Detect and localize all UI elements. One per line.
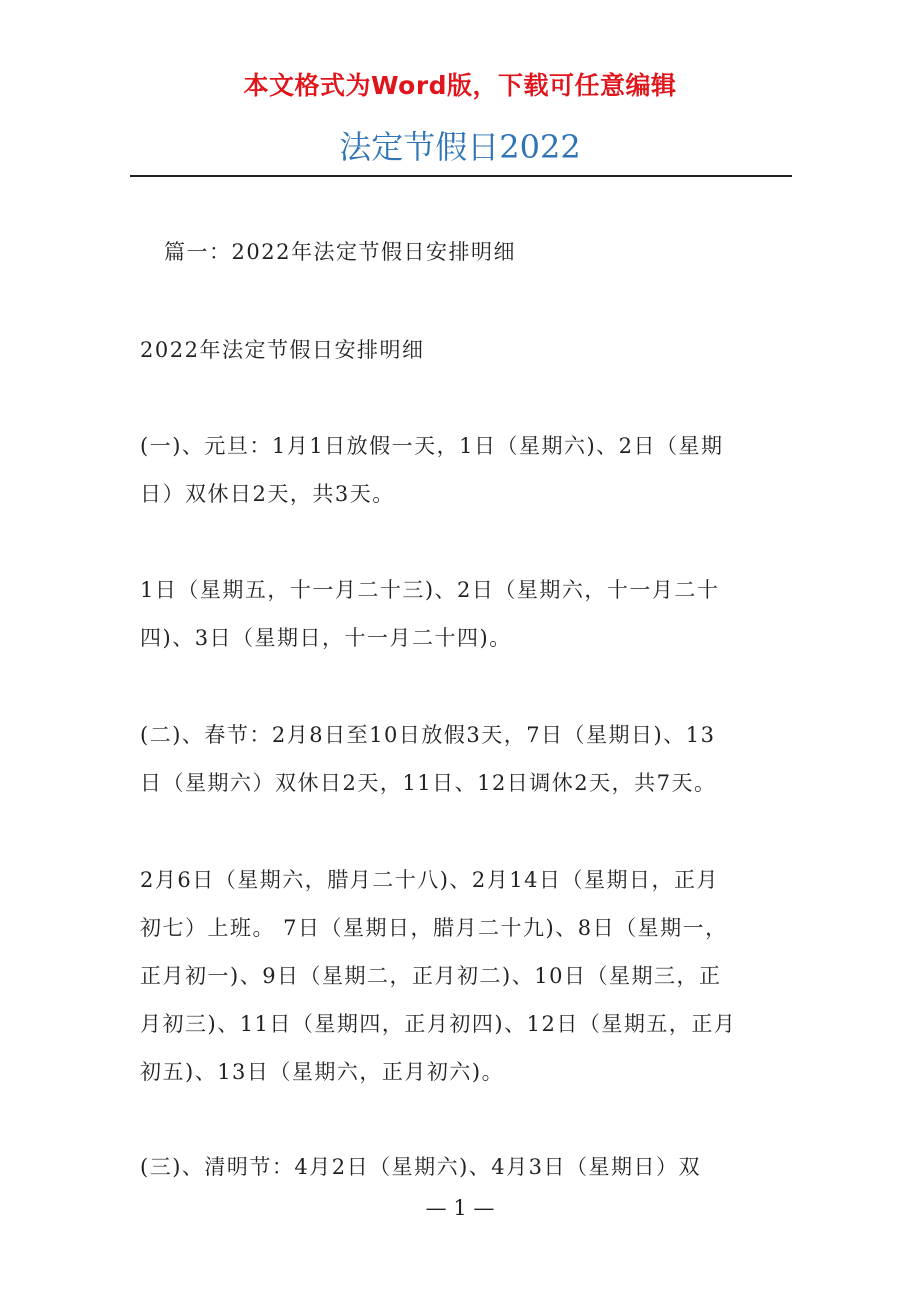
paragraph-new-year-dates bbox=[140, 566, 800, 662]
paragraph-line: 初五)、13日（星期六，正月初六)。 bbox=[140, 1060, 505, 1084]
section-heading: 篇一：2022年法定节假日安排明细 bbox=[164, 240, 516, 264]
title-divider bbox=[130, 175, 792, 177]
subheading: 2022年法定节假日安排明细 bbox=[140, 338, 425, 362]
paragraph-line: (三)、清明节：4月2日（星期六)、4月3日（星期日）双 bbox=[140, 1155, 702, 1179]
paragraph-line: (一)、元旦：1月1日放假一天，1日（星期六)、2日（星期 bbox=[140, 434, 724, 458]
paragraph-spring-festival bbox=[140, 711, 800, 807]
paragraph-new-year bbox=[140, 422, 800, 518]
paragraph-line: 初七）上班。 7日（星期日，腊月二十九)、8日（星期一， bbox=[140, 916, 728, 940]
paragraph-qingming bbox=[140, 1143, 800, 1191]
document-title: 法定节假日2022 bbox=[339, 128, 581, 166]
paragraph-line: 四)、3日（星期日，十一月二十四)。 bbox=[140, 626, 512, 650]
paragraph-line: 月初三)、11日（星期四，正月初四)、12日（星期五，正月 bbox=[140, 1012, 737, 1036]
paragraph-line: 2月6日（星期六，腊月二十八)、2月14日（星期日，正月 bbox=[140, 868, 719, 892]
paragraph-line: (二)、春节：2月8日至10日放假3天，7日（星期日)、13 bbox=[140, 723, 716, 747]
page-number: — 1 — bbox=[425, 1196, 495, 1220]
paragraph-line: 日）双休日2天，共3天。 bbox=[140, 482, 395, 506]
paragraph-line: 日（星期六）双休日2天，11日、12日调休2天，共7天。 bbox=[140, 771, 717, 795]
paragraph-line: 1日（星期五，十一月二十三)、2日（星期六，十一月二十 bbox=[140, 578, 720, 602]
paragraph-line: 正月初一)、9日（星期二，正月初二)、10日（星期三，正 bbox=[140, 964, 722, 988]
format-banner: 本文格式为Word版，下载可任意编辑 bbox=[243, 71, 677, 100]
paragraph-spring-festival-dates bbox=[140, 856, 800, 1096]
